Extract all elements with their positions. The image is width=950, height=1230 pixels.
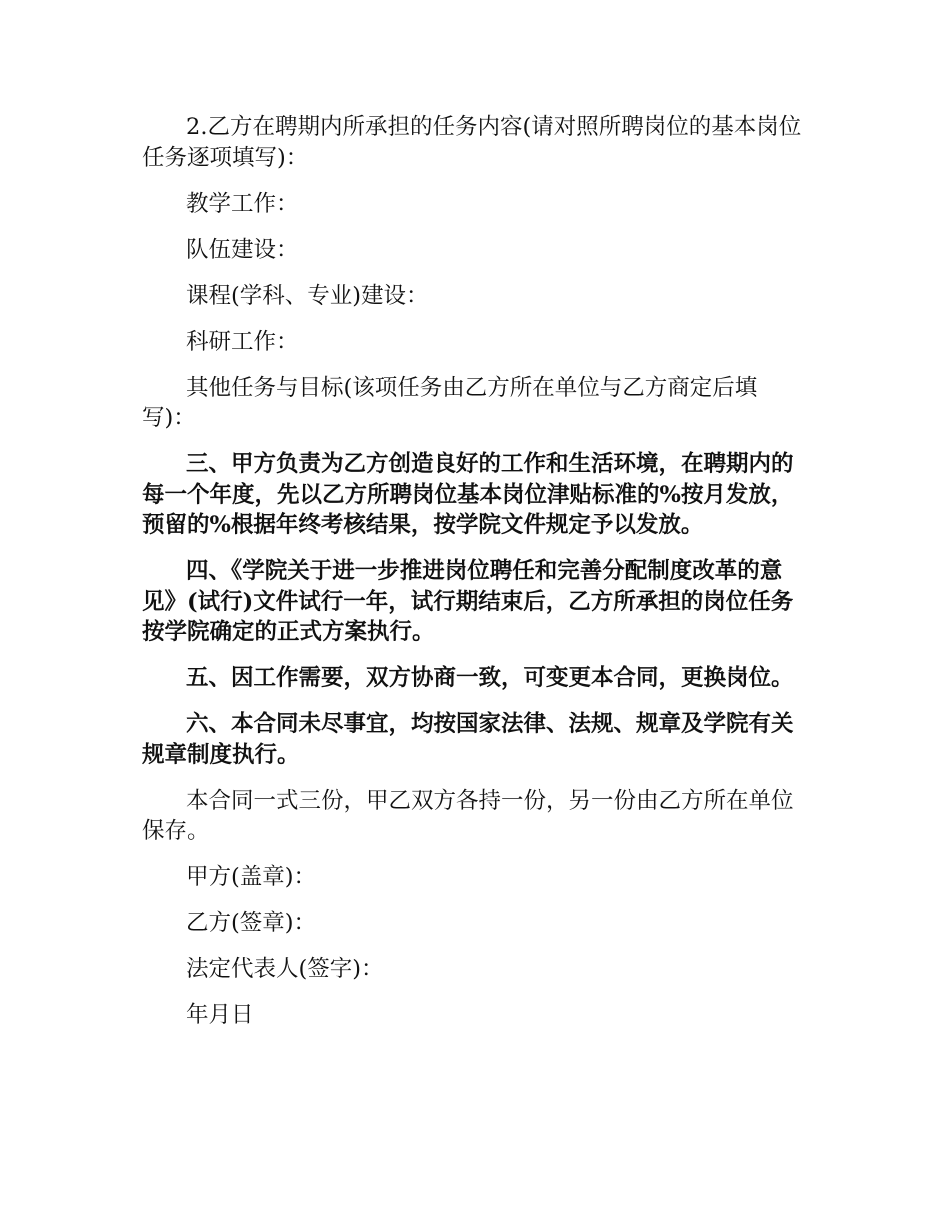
document-page	[142, 112, 810, 1046]
clause-four: 四、《学院关于进一步推进岗位聘任和完善分配制度改革的意见》(试行)文件试行一年，试行期结束后，乙方所承担的岗位任务按学院确定的正式方案执行。	[142, 558, 794, 645]
task-content-paragraph: 2.乙方在聘期内所承担的任务内容(请对照所聘岗位的基本岗位任务逐项填写)：	[142, 114, 802, 171]
curriculum-building-line: 课程(学科、专业)建设：	[186, 282, 429, 309]
clause-three: 三、甲方负责为乙方创造良好的工作和生活环境，在聘期内的每一个年度，先以乙方所聘岗位基本岗位津贴标准的%按月发放，预留的%根据年终考核结果，按学院文件规定予以发放。	[142, 451, 794, 538]
party-a-seal-line: 甲方(盖章)：	[186, 864, 317, 890]
other-tasks-paragraph: 其他任务与目标(该项任务由乙方所在单位与乙方商定后填写)：	[142, 374, 758, 431]
clause-five: 五、因工作需要，双方协商一致，可变更本合同，更换岗位。	[186, 665, 794, 691]
copies-paragraph: 本合同一式三份，甲乙双方各持一份，另一份由乙方所在单位保存。	[142, 787, 794, 844]
date-line: 年月日	[186, 1002, 254, 1028]
research-work-line: 科研工作：	[186, 328, 299, 355]
team-building-line: 队伍建设：	[186, 236, 299, 263]
clause-six: 六、本合同未尽事宜，均按国家法律、法规、规章及学院有关规章制度执行。	[142, 711, 794, 768]
legal-representative-line: 法定代表人(签字)：	[186, 956, 384, 982]
teaching-work-line: 教学工作：	[186, 190, 299, 217]
party-b-signature-line: 乙方(签章)：	[186, 910, 317, 936]
